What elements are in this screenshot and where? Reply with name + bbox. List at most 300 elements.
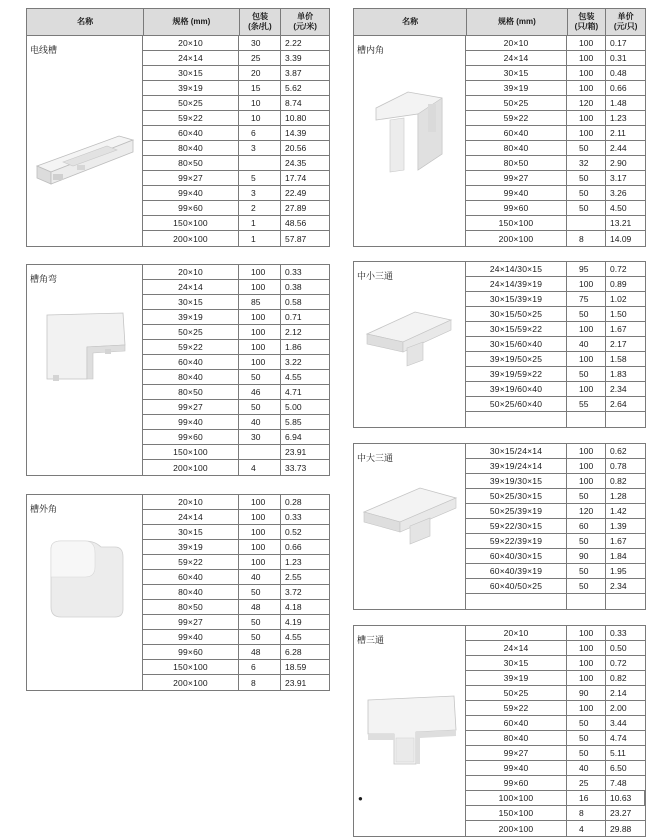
pack-cell: 8 [567,231,606,246]
spec-cell: 100×100 [466,791,567,805]
table-row [466,412,645,427]
pack-cell: 50 [567,746,606,760]
price-rows [466,262,645,427]
table-row [466,489,645,504]
header-name: 名称 [354,9,467,35]
spec-cell: 59×22/39×19 [466,534,567,548]
spec-cell: 99×27 [466,746,567,760]
price-cell: 5.62 [285,83,302,93]
spec-cell: 24×14 [143,51,239,65]
price-cell: 6.28 [285,647,302,657]
spec-cell [466,412,567,427]
table-row [143,36,329,51]
spec-cell: 60×40 [143,570,239,584]
pack-cell: 40 [239,570,281,584]
table-row [466,504,645,519]
table-row [466,322,645,337]
spec-cell: 200×100 [143,460,239,475]
price-cell: 3.44 [610,718,627,728]
table-row [143,400,329,415]
group-name-cell [354,36,466,246]
price-cell: 4.74 [610,733,627,743]
spec-cell: 39×19 [143,540,239,554]
pack-cell: 100 [239,525,281,539]
spec-cell: 50×25/30×15 [466,489,567,503]
right-price-column [353,8,646,837]
table-row [466,746,645,761]
pack-cell: 48 [239,600,281,614]
table-row [143,430,329,445]
price-cell: 1.67 [610,324,627,334]
price-cell: 10.80 [285,113,307,123]
spec-cell: 39×19/50×25 [466,352,567,366]
spec-cell: 150×100 [143,660,239,674]
table-row [466,367,645,382]
price-cell: 0.31 [610,53,627,63]
price-cell: 0.66 [285,542,302,552]
group-name-cell [354,262,466,427]
price-cell: 2.34 [610,384,627,394]
pack-cell: 100 [567,701,606,715]
pack-cell: 5 [239,171,281,185]
table-row [466,231,645,246]
table-row [143,555,329,570]
outer-corner-icon [27,537,142,619]
price-cell: 0.78 [610,461,627,471]
group-tee [353,625,646,837]
spec-cell: 50×25 [466,686,567,700]
table-row [466,626,645,641]
pack-cell: 55 [567,397,606,411]
header-spec: 规格 (mm) [467,9,567,35]
header-price: 单价 (元/只) [613,12,638,31]
spec-cell: 60×40 [143,355,239,369]
price-cell: 22.49 [285,188,307,198]
price-cell: 2.64 [610,399,627,409]
spec-cell: 30×15 [143,66,239,80]
price-cell: 17.74 [285,173,307,183]
group-name: 中大三通 [357,453,394,463]
header-pack: 包装 (条/扎) [240,9,282,35]
pack-cell: 100 [567,626,606,640]
spec-cell: 200×100 [143,231,239,246]
table-row [466,292,645,307]
table-row [143,585,329,600]
table-row [143,385,329,400]
spec-cell: 99×27 [466,171,567,185]
table-row [466,534,645,549]
spec-cell: 30×15/50×25 [466,307,567,321]
pack-cell: 50 [567,201,606,215]
pack-cell: 40 [567,337,606,351]
table-row [466,96,645,111]
pack-cell: 100 [567,656,606,670]
price-cell: 13.21 [610,218,632,228]
spec-cell: 39×19 [466,81,567,95]
table-row [466,761,645,776]
pack-cell: 50 [567,171,606,185]
price-cell: 6.94 [285,432,302,442]
pack-cell: 50 [567,716,606,730]
pack-cell: 50 [567,564,606,578]
price-cell: 1.02 [610,294,627,304]
spec-cell: 39×19/59×22 [466,367,567,381]
spec-cell: 99×60 [143,645,239,659]
table-row [143,415,329,430]
price-cell: 23.27 [610,808,632,818]
table-row [466,81,645,96]
table-row [466,201,645,216]
spec-cell: 59×22 [143,111,239,125]
spec-cell: 24×14/30×15 [466,262,567,276]
group-name: 槽内角 [357,45,385,55]
pack-cell: 50 [567,579,606,593]
pack-cell: 50 [567,141,606,155]
price-cell: 0.50 [610,643,627,653]
table-row [466,382,645,397]
price-cell: 29.88 [610,823,632,834]
spec-cell: 39×19 [143,310,239,324]
spec-cell: 99×27 [143,615,239,629]
table-row [466,671,645,686]
spec-cell: 24×14 [466,641,567,655]
pack-cell: 100 [567,66,606,80]
table-row [143,630,329,645]
pack-cell: 50 [567,186,606,200]
spec-cell: 60×40 [466,126,567,140]
price-cell: 2.44 [610,143,627,153]
pack-cell [567,594,606,609]
table-row [466,806,645,821]
table-row [143,51,329,66]
spec-cell: 24×14/39×19 [466,277,567,291]
pack-cell [567,216,606,230]
pack-cell: 50 [239,615,281,629]
header-price: 单价 (元/米) [293,12,317,31]
pack-cell: 100 [239,495,281,509]
table-row [143,675,329,690]
spec-cell: 80×40 [143,585,239,599]
table-row [466,459,645,474]
table-row [466,686,645,701]
price-cell: 18.59 [285,662,307,672]
table-row [143,186,329,201]
pack-cell: 100 [567,81,606,95]
group-flat-elbow [26,264,330,476]
table-row [143,540,329,555]
spec-cell: 150×100 [466,216,567,230]
price-cell: 14.09 [610,233,632,244]
table-row [466,641,645,656]
header-spec: 规格 (mm) [144,9,239,35]
pack-cell: 1 [239,231,281,246]
pack-cell: 100 [567,671,606,685]
group-small-tee [353,261,646,428]
group-name: 槽角弯 [30,274,58,284]
price-cell: 1.28 [610,491,627,501]
table-row [466,776,645,791]
table-row [143,295,329,310]
price-cell: 3.87 [285,68,302,78]
bullet-marker: ● [358,794,363,803]
price-cell: 1.48 [610,98,627,108]
pack-cell: 4 [567,821,606,836]
price-cell: 0.58 [285,297,302,307]
price-cell: 4.55 [285,372,302,382]
header-pack: 包装 (只/箱) [568,9,607,35]
price-cell: 24.35 [285,158,307,168]
price-cell: 0.72 [610,658,627,668]
table-row [466,307,645,322]
table-row [466,216,645,231]
pack-cell: 30 [239,36,281,50]
pack-cell: 60 [567,519,606,533]
price-cell: 0.33 [610,628,627,638]
pack-cell: 100 [567,322,606,336]
price-cell: 0.82 [610,673,627,683]
pack-cell: 75 [567,292,606,306]
spec-cell: 80×50 [143,385,239,399]
pack-cell: 100 [567,51,606,65]
table-row [466,111,645,126]
pack-cell: 100 [567,126,606,140]
price-rows [466,444,645,609]
spec-cell: 99×40 [143,630,239,644]
pack-cell: 50 [239,400,281,414]
price-cell: 0.38 [285,282,302,292]
table-row [143,645,329,660]
price-cell: 0.71 [285,312,302,322]
table-row [143,570,329,585]
price-cell: 1.50 [610,309,627,319]
price-cell: 0.89 [610,279,627,289]
header-name: 名称 [27,9,144,35]
price-cell: 2.34 [610,581,627,591]
pack-cell: 100 [239,325,281,339]
pack-cell: 25 [239,51,281,65]
table-row [466,731,645,746]
group-name-cell [27,495,143,690]
table-row [143,231,329,246]
spec-cell: 99×40 [143,415,239,429]
left-table-header [26,8,330,36]
price-cell: 1.86 [285,342,302,352]
spec-cell: 99×60 [466,776,567,790]
pack-cell: 100 [567,474,606,488]
large-tee-icon [354,482,465,548]
price-cell: 4.18 [285,602,302,612]
table-row [466,156,645,171]
table-row [466,579,645,594]
price-cell: 6.50 [610,763,627,773]
spec-cell: 200×100 [143,675,239,690]
price-cell: 33.73 [285,462,307,473]
price-cell: 1.42 [610,506,627,516]
table-row [143,171,329,186]
price-cell: 57.87 [285,233,307,244]
table-row [143,445,329,460]
table-row [143,216,329,231]
table-row [143,310,329,325]
table-row [466,126,645,141]
price-cell: 0.48 [610,68,627,78]
spec-cell: 99×60 [143,430,239,444]
pack-cell: 50 [567,307,606,321]
group-name-cell [27,265,143,475]
price-cell: 2.00 [610,703,627,713]
table-row [143,141,329,156]
price-cell: 2.55 [285,572,302,582]
spec-cell: 200×100 [466,821,567,836]
spec-cell: 39×19 [466,671,567,685]
pack-cell: 8 [239,675,281,690]
pack-cell: 25 [567,776,606,790]
table-row [466,594,645,609]
table-row [466,141,645,156]
pack-cell: 15 [239,81,281,95]
price-cell: 1.39 [610,521,627,531]
spec-cell: 39×19 [143,81,239,95]
pack-cell: 100 [567,382,606,396]
price-cell [606,412,645,427]
price-rows [143,495,329,690]
pack-cell: 100 [567,36,606,50]
price-cell: 3.26 [610,188,627,198]
table-row [143,265,329,280]
spec-cell: 60×40/39×19 [466,564,567,578]
pack-cell: 30 [239,430,281,444]
left-price-column [26,8,330,691]
group-outer-corner [26,494,330,691]
table-row [466,66,645,81]
group-wire-duct [26,36,330,247]
price-cell: 2.22 [285,38,302,48]
table-row [466,474,645,489]
table-row [466,337,645,352]
spec-cell: 30×15 [143,295,239,309]
price-cell: 3.22 [285,357,302,367]
pack-cell: 100 [239,340,281,354]
table-row [143,600,329,615]
price-cell: 3.17 [610,173,627,183]
table-row [466,716,645,731]
pack-cell: 85 [239,295,281,309]
pack-cell: 8 [567,806,606,820]
price-cell: 0.17 [610,38,627,48]
spec-cell: 99×40 [466,761,567,775]
table-row [466,186,645,201]
spec-cell: 50×25/39×19 [466,504,567,518]
table-row [143,126,329,141]
price-cell: 0.82 [610,476,627,486]
table-row [143,370,329,385]
price-cell: 0.52 [285,527,302,537]
spec-cell: 60×40 [143,126,239,140]
spec-cell: 150×100 [143,445,239,459]
group-inner-corner [353,36,646,247]
pack-cell: 2 [239,201,281,215]
spec-cell: 80×50 [143,156,239,170]
table-row [143,81,329,96]
pack-cell: 50 [567,489,606,503]
spec-cell: 20×10 [143,495,239,509]
pack-cell: 100 [567,444,606,458]
wire-duct-icon [27,128,142,192]
price-cell: 1.23 [610,113,627,123]
price-cell: 1.23 [285,557,302,567]
pack-cell [239,156,281,170]
group-name-cell [354,626,466,836]
price-cell: 23.91 [285,447,307,457]
group-name-cell [354,444,466,609]
price-rows [466,36,645,246]
pack-cell [239,445,281,459]
price-cell: 8.74 [285,98,302,108]
price-cell: 7.48 [610,778,627,788]
spec-cell: 30×15/24×14 [466,444,567,458]
price-cell: 5.11 [610,748,626,758]
pack-cell: 100 [239,355,281,369]
spec-cell: 80×50 [466,156,567,170]
pack-cell: 6 [239,126,281,140]
table-row [466,821,645,836]
spec-cell: 60×40 [466,716,567,730]
spec-cell: 30×15 [466,656,567,670]
spec-cell: 20×10 [466,626,567,640]
group-name: 槽外角 [30,504,58,514]
pack-cell: 3 [239,186,281,200]
pack-cell: 50 [567,731,606,745]
table-row [466,549,645,564]
spec-cell [466,594,567,609]
pack-cell: 95 [567,262,606,276]
spec-cell: 60×40/50×25 [466,579,567,593]
price-cell: 0.66 [610,83,627,93]
price-rows [143,265,329,475]
table-row [466,352,645,367]
group-name: 中小三通 [357,271,394,281]
price-cell: 14.39 [285,128,307,138]
price-cell: 1.58 [610,354,627,364]
table-row [143,66,329,81]
pack-cell: 90 [567,549,606,563]
price-cell: 0.62 [610,446,627,456]
spec-cell: 50×25 [466,96,567,110]
spec-cell: 20×10 [466,36,567,50]
pack-cell: 100 [239,555,281,569]
price-cell: 4.19 [285,617,302,627]
pack-cell: 32 [567,156,606,170]
pack-cell: 50 [567,534,606,548]
spec-cell: 80×50 [143,600,239,614]
spec-cell: 30×15/60×40 [466,337,567,351]
price-cell: 3.72 [285,587,302,597]
price-cell: 2.14 [610,688,627,698]
spec-cell: 39×19/60×40 [466,382,567,396]
pack-cell: 48 [239,645,281,659]
small-tee-icon [354,304,465,368]
spec-cell: 99×60 [466,201,567,215]
spec-cell: 99×27 [143,171,239,185]
table-row [466,277,645,292]
price-cell: 2.12 [285,327,302,337]
spec-cell: 30×15 [143,525,239,539]
table-row [143,615,329,630]
group-name-cell [27,36,143,246]
table-row [143,355,329,370]
pack-cell: 50 [239,370,281,384]
price-cell: 27.89 [285,203,307,213]
